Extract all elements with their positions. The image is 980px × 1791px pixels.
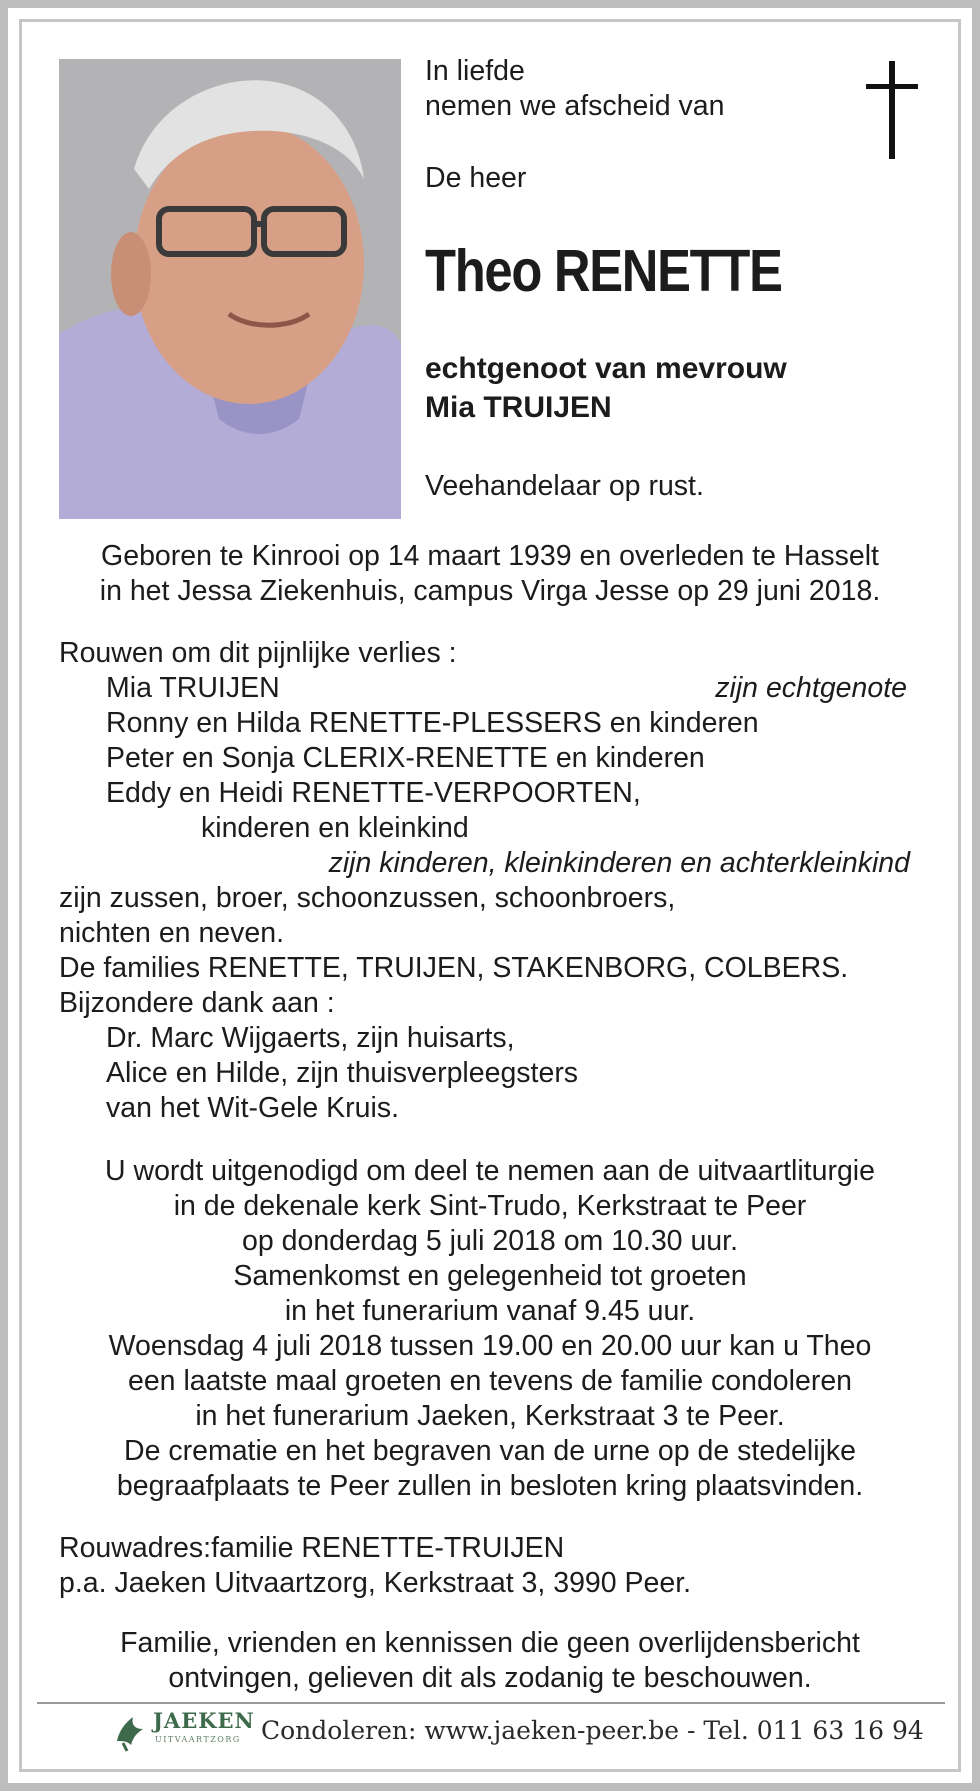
ceremony-line: in de dekenale kerk Sint-Trudo, Kerkstraat te Peer: [173, 1190, 807, 1222]
ceremony-line: in het funerarium Jaeken, Kerkstraat 3 te Peer.: [195, 1400, 785, 1432]
mourner-child: Eddy en Heidi RENETTE-VERPOORTEN,: [106, 777, 641, 809]
occupation: Veehandelaar op rust.: [425, 470, 704, 502]
notice-line: Familie, vrienden en kennissen die geen overlijdensbericht: [120, 1627, 860, 1659]
ceremony-line: Woensdag 4 juli 2018 tussen 19.00 en 20.00 uur kan u Theo: [108, 1330, 872, 1362]
mourner-spouse-role: zijn echtgenote: [715, 672, 907, 704]
ceremony-line: De crematie en het begraven van de urne op de stedelijke: [124, 1435, 856, 1467]
ceremony-line: begraafplaats te Peer zullen in besloten kring plaatsvinden.: [116, 1470, 864, 1502]
deceased-name: Theo RENETTE: [425, 238, 782, 304]
ceremony-line: U wordt uitgenodigd om deel te nemen aan de uitvaartliturgie: [105, 1155, 875, 1187]
logo-subtitle: UITVAARTZORG: [155, 1735, 241, 1744]
thanks-line: van het Wit-Gele Kruis.: [106, 1092, 400, 1124]
intro-line-2: nemen we afscheid van: [425, 90, 725, 122]
contact-line: Condoleren: www.jaeken-peer.be - Tel. 011 63 16 94: [261, 1716, 924, 1745]
siblings-line: zijn zussen, broer, schoonzussen, schoonbroers,: [59, 882, 676, 914]
mourner-child-cont: kinderen en kleinkind: [201, 812, 469, 844]
birth-death-line: in het Jessa Ziekenhuis, campus Virga Jesse op 29 juni 2018.: [99, 575, 881, 607]
thanks-heading: Bijzondere dank aan :: [59, 987, 335, 1019]
mourners-heading: Rouwen om dit pijnlijke verlies :: [59, 637, 457, 669]
logo-name: JAEKEN: [153, 1708, 255, 1733]
thanks-line: Alice en Hilde, zijn thuisverpleegsters: [106, 1057, 579, 1089]
cross-icon: [862, 61, 922, 166]
intro-line-1: In liefde: [425, 55, 525, 87]
siblings-line: nichten en neven.: [59, 917, 285, 949]
spouse-line-1: echtgenoot van mevrouw: [425, 352, 787, 385]
address-line: Rouwadres:familie RENETTE-TRUIJEN: [59, 1532, 565, 1564]
ceremony-line: op donderdag 5 juli 2018 om 10.30 uur.: [242, 1225, 738, 1257]
mourner-children-role: zijn kinderen, kleinkinderen en achterkleinkind: [328, 847, 910, 879]
ceremony-line: Samenkomst en gelegenheid tot groeten: [233, 1260, 747, 1292]
notice-line: ontvingen, gelieven dit als zodanig te beschouwen.: [168, 1662, 812, 1694]
salutation: De heer: [425, 162, 527, 194]
spouse-line-2: Mia TRUIJEN: [425, 391, 612, 424]
families-line: De families RENETTE, TRUIJEN, STAKENBORG, COLBERS.: [59, 952, 849, 984]
portrait-photo: [59, 59, 401, 519]
address-line: p.a. Jaeken Uitvaartzorg, Kerkstraat 3, 3990 Peer.: [59, 1567, 692, 1599]
mourner-spouse: Mia TRUIJEN: [106, 672, 280, 704]
footer-divider: [37, 1702, 945, 1704]
mourner-child: Ronny en Hilda RENETTE-PLESSERS en kinderen: [106, 707, 759, 739]
dove-icon: [113, 1711, 145, 1753]
ceremony-line: in het funerarium vanaf 9.45 uur.: [284, 1295, 696, 1327]
mourner-child: Peter en Sonja CLERIX-RENETTE en kinderen: [106, 742, 705, 774]
thanks-line: Dr. Marc Wijgaerts, zijn huisarts,: [106, 1022, 515, 1054]
ceremony-line: een laatste maal groeten en tevens de familie condoleren: [127, 1365, 853, 1397]
birth-death-line: Geboren te Kinrooi op 14 maart 1939 en overleden te Hasselt: [101, 540, 879, 572]
